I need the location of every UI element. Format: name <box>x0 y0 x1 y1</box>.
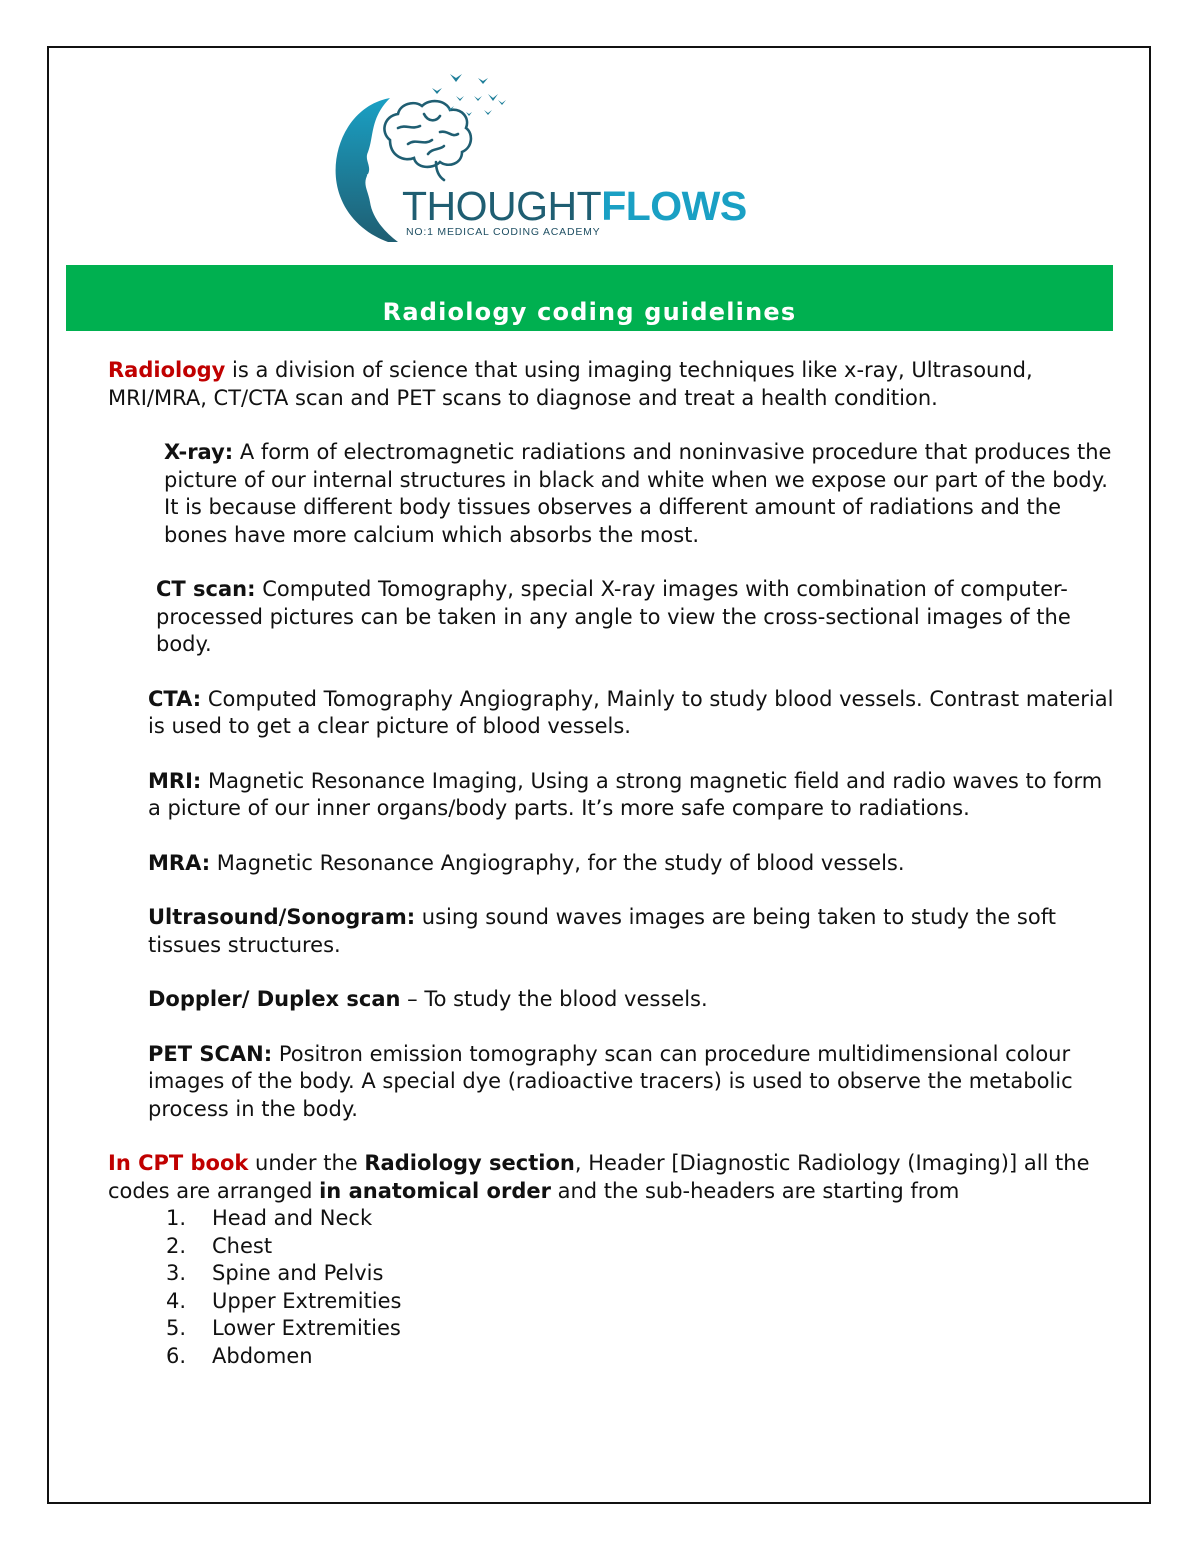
intro-term: Radiology <box>108 358 226 382</box>
title-banner <box>66 265 1113 331</box>
cpt-text: and the sub-headers are starting from <box>550 1178 960 1203</box>
brand-flows: FLOWS <box>601 183 747 229</box>
document-body <box>108 357 1118 1370</box>
cpt-radiology-section: Radiology section <box>364 1151 575 1175</box>
cpt-paragraph <box>108 1150 1118 1205</box>
term-ultrasound: Ultrasound/Sonogram: <box>148 905 416 929</box>
list-item <box>166 1315 1118 1343</box>
list-item <box>166 1343 1118 1371</box>
term-ct-scan: CT scan: <box>156 577 256 601</box>
list-number: 5. <box>166 1316 187 1340</box>
cpt-text: under the <box>248 1151 365 1175</box>
term-mri: MRI: <box>148 768 202 793</box>
definition-text: using sound waves images are being taken to study the soft tissues structures. <box>148 905 1056 957</box>
definition-ct-scan <box>108 576 1118 659</box>
list-label: Head and Neck <box>212 1206 373 1230</box>
term-pet-scan: PET SCAN: <box>148 1041 273 1066</box>
definition-doppler <box>108 986 1118 1014</box>
list-number: 6. <box>166 1343 187 1368</box>
definition-text: A form of electromagnetic radiations and noninvasive procedure that produces the picture of our internal structures in black and white when we expose our part of the body. It is because different body tissues observes a different amount of radiations and the bones have more calcium which absorbs the most. <box>164 440 1112 547</box>
list-label: Upper Extremities <box>212 1288 402 1313</box>
list-number: 3. <box>166 1261 187 1285</box>
definition-mri <box>108 768 1118 823</box>
definition-text: Computed Tomography, special X-ray images with combination of computer-processed pictures can be taken in any angle to view the cross-sectional images of the body. <box>156 577 1071 656</box>
list-item <box>166 1205 1118 1233</box>
definition-text: Magnetic Resonance Angiography, for the study of blood vessels. <box>210 850 905 875</box>
page-title: Radiology coding guidelines <box>382 298 797 326</box>
definition-text: Positron emission tomography scan can procedure multidimensional colour images of the body. A special dye (radioactive tracers) is used to observe the metabolic process in the body. <box>148 1041 1073 1121</box>
term-mra: MRA: <box>148 850 211 875</box>
thoughtflows-logo <box>328 66 758 256</box>
term-doppler: Doppler/ Duplex scan <box>148 987 401 1011</box>
list-item <box>166 1233 1118 1261</box>
cpt-lead: In CPT book <box>108 1151 249 1175</box>
definition-xray <box>108 439 1118 549</box>
list-label: Lower Extremities <box>212 1316 401 1340</box>
definition-cta <box>108 686 1118 741</box>
list-number: 2. <box>166 1233 187 1258</box>
definition-text: Computed Tomography Angiography, Mainly to study blood vessels. Contrast material is used to get a clear picture of blood vessels. <box>148 686 1114 738</box>
list-label: Chest <box>212 1233 273 1258</box>
cpt-anatomical-order: in anatomical order <box>319 1178 551 1203</box>
list-number: 1. <box>166 1206 187 1230</box>
list-item <box>166 1260 1118 1288</box>
brand-name <box>402 183 747 229</box>
list-item <box>166 1288 1118 1316</box>
cpt-text: , Header [Diagnostic Radiology (Imaging)] all the codes are arranged <box>108 1151 1090 1203</box>
definition-text: Magnetic Resonance Imaging, Using a strong magnetic field and radio waves to form a picture of our inner organs/body parts. It’s more safe compare to radiations. <box>148 768 1103 820</box>
anatomical-subheaders-list <box>108 1205 1118 1370</box>
list-number: 4. <box>166 1288 187 1313</box>
list-label: Spine and Pelvis <box>212 1261 384 1285</box>
list-label: Abdomen <box>212 1343 313 1368</box>
definition-mra <box>108 850 1118 878</box>
definition-text: – To study the blood vessels. <box>400 987 708 1011</box>
brand-tagline: NO:1 MEDICAL CODING ACADEMY <box>406 226 601 238</box>
intro-paragraph <box>108 357 1118 412</box>
brand-thought: THOUGHT <box>402 183 602 229</box>
intro-text: is a division of science that using imaging techniques like x-ray, Ultrasound, MRI/MRA, CT/CTA scan and PET scans to diagnose and treat a health condition. <box>108 358 1033 410</box>
term-cta: CTA: <box>148 686 202 711</box>
definition-ultrasound <box>108 904 1118 959</box>
term-xray: X-ray: <box>164 440 234 464</box>
definition-pet-scan <box>108 1041 1118 1124</box>
banner-notch <box>66 331 106 333</box>
